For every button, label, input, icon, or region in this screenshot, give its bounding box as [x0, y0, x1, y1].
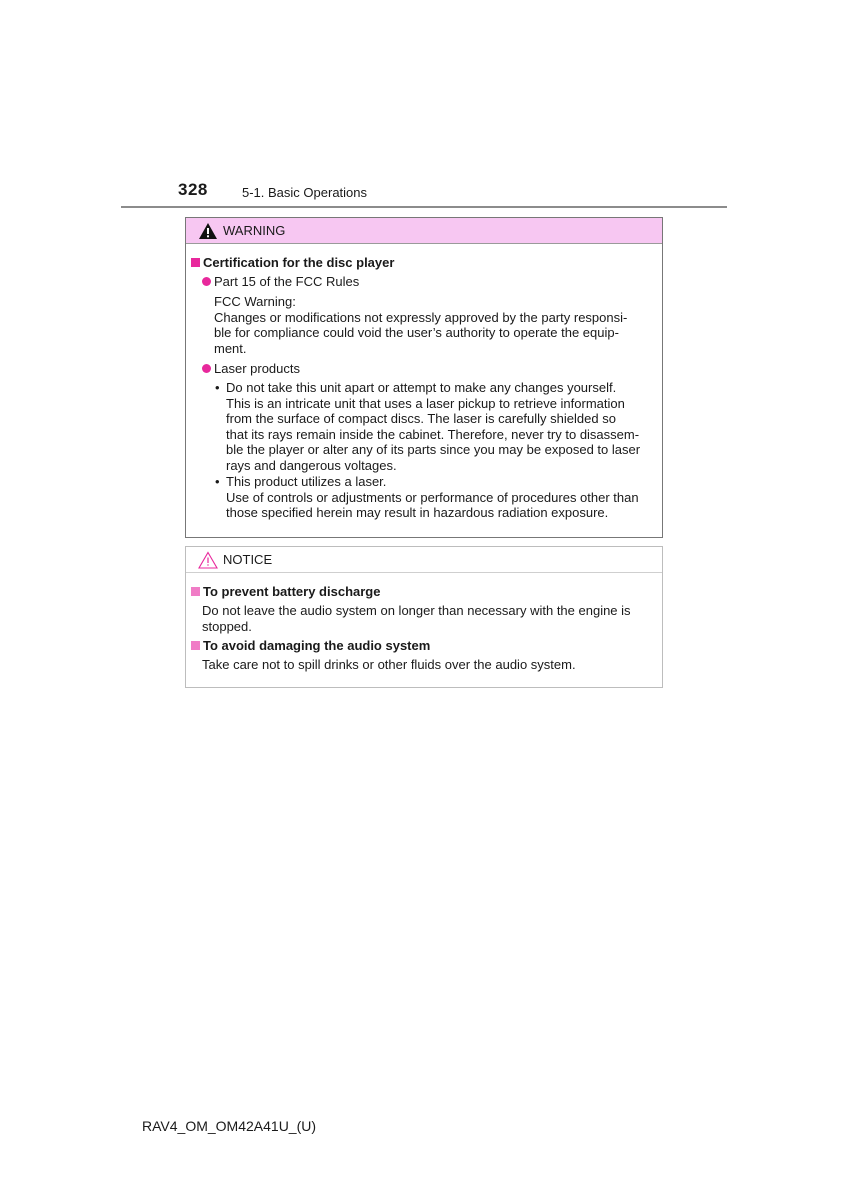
warning-box: [185, 217, 663, 538]
laser-bullet-1: Do not take this unit apart or attempt to make any changes yourself. This is an intricate unit that uses a laser pickup to retrieve information from the surface of compact discs. The laser is carefully shielded so that its rays remain inside the cabinet. Therefore, never try to disassem- ble the player or alter any of its parts since you may be exposed to laser rays and dangerous voltages.: [226, 380, 641, 473]
notice-header: [186, 547, 662, 573]
bullet-mark: •: [215, 474, 220, 489]
list-item-laser: Laser products: [202, 361, 300, 377]
notice-text-audio: Take care not to spill drinks or other fluids over the audio system.: [202, 657, 576, 672]
circle-bullet-icon: [202, 277, 211, 286]
header-rule: [121, 206, 727, 208]
bullet-mark: •: [215, 380, 220, 395]
page-number: 328: [178, 180, 208, 199]
footer-code: RAV4_OM_OM42A41U_(U): [142, 1118, 317, 1134]
square-bullet-icon: [191, 587, 200, 596]
notice-box: [185, 546, 663, 688]
square-bullet-icon: [191, 258, 200, 267]
caution-triangle-icon: [198, 551, 218, 569]
page-header: [178, 180, 698, 204]
warning-header: [186, 218, 662, 244]
section-title: 5-1. Basic Operations: [242, 185, 368, 200]
circle-bullet-icon: [202, 364, 211, 373]
notice-text-battery: Do not leave the audio system on longer than necessary with the engine is stopped.: [202, 603, 631, 634]
notice-title: NOTICE: [223, 552, 273, 567]
warning-triangle-icon: [198, 222, 218, 240]
notice-heading-audio: To avoid damaging the audio system: [191, 638, 430, 654]
notice-heading-battery: To prevent battery discharge: [191, 584, 380, 600]
square-bullet-icon: [191, 641, 200, 650]
laser-bullet-2: This product utilizes a laser. Use of controls or adjustments or performance of procedures other than those specified herein may result in hazardous radiation exposure.: [226, 474, 639, 521]
fcc-warning-paragraph: FCC Warning: Changes or modifications not expressly approved by the party responsi- ble for compliance could void the user’s authority to operate the equip- ment.: [214, 294, 628, 356]
list-item-fcc: Part 15 of the FCC Rules: [202, 274, 359, 290]
warning-title: WARNING: [223, 223, 286, 238]
warning-heading: Certification for the disc player: [191, 255, 394, 271]
